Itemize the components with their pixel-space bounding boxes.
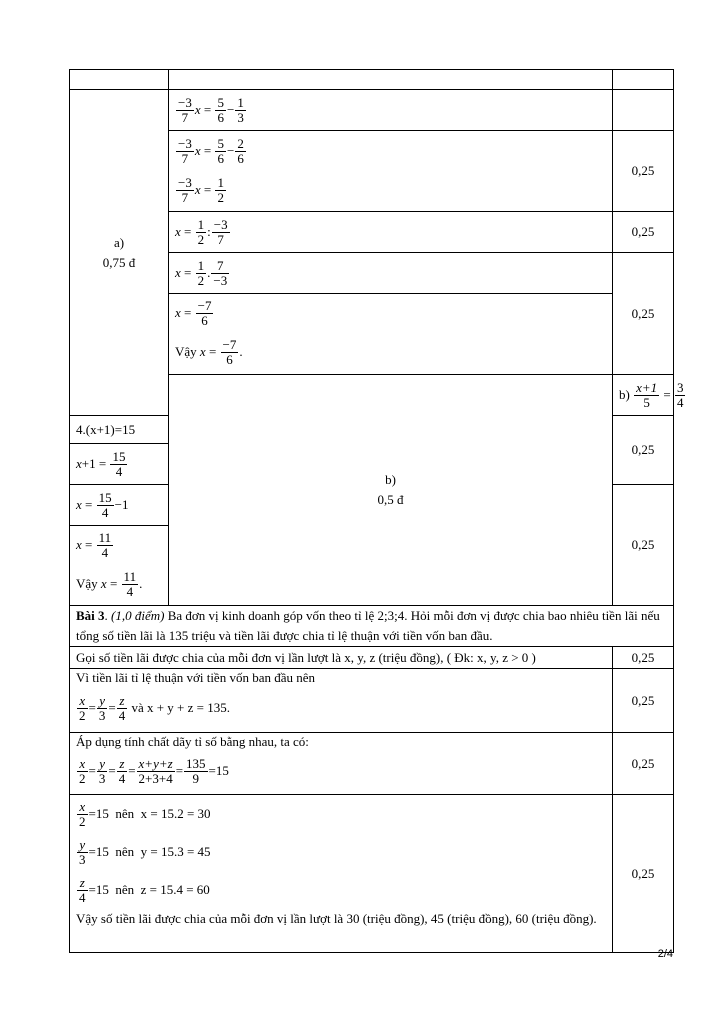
bai3-statement: Bài 3. (1,0 điểm) Ba đơn vị kinh doanh góp vốn theo tỉ lệ 2;3;4. Hỏi mỗi đơn vị được chia bao nhiêu tiền lãi nếu tổng số tiền lãi là 135 triệu và tiền lãi được chia tỉ lệ thuận với tiền vốn ban đầu.: [70, 606, 674, 647]
part-a-label: a): [113, 234, 125, 250]
page-number: 2/4: [657, 948, 673, 960]
part-a-step2-3: −3 7 x = 5 6 − 2 6 −3 7 x = 1 2: [169, 131, 613, 212]
bai3-row1: Gọi số tiền lãi được chia của mỗi đơn vị lần lượt là x, y, z (triệu đồng), ( Đk: x, y, z > 0 ): [70, 647, 613, 669]
part-a-step4: x = 1 2 : −3 7: [169, 212, 613, 253]
part-a-label-cell: [70, 90, 169, 416]
bai3-row4-score: 0,25: [613, 795, 674, 953]
part-a-step1: −3 7 x = 5 6 − 1 3: [169, 90, 613, 131]
part-b-step5: x = 11 4 Vậy x = 11 4 .: [70, 526, 169, 606]
part-b-label: b): [385, 472, 396, 487]
bai3-row3-score: 0,25: [613, 733, 674, 795]
part-a-step6: x = −7 6 Vậy x = −7 6 .: [169, 294, 613, 375]
part-b-step2: 4.(x+1)=15: [70, 416, 169, 444]
part-a-score-3: 0,25: [613, 253, 674, 375]
empty-row: [70, 70, 674, 90]
part-b-score-2: 0,25: [613, 485, 674, 606]
part-b-step4: x = 15 4 −1: [70, 485, 169, 526]
bai3-row2-score: 0,25: [613, 669, 674, 733]
bai3-row4: x 2 =15 nên x = 15.2 = 30 y 3 =15 nên y = 15.3 = 45 z 4 =15 nên z = 15.4 = 60 Vậy số tiền lãi được chia của mỗi đơn vị lần lượt là 30 (triệu đồng), 45 (triệu đồng), 60 (triệu đồng).: [70, 795, 613, 953]
part-a-score-2: 0,25: [613, 212, 674, 253]
part-b-step3: x +1 = 15 4: [70, 444, 169, 485]
bai3-row2: Vì tiền lãi tỉ lệ thuận với tiền vốn ban đầu nên x 2 = y 3 = z 4 và x + y + z = 135.: [70, 669, 613, 733]
part-b-points: 0,5 đ: [377, 492, 404, 507]
part-a-score-1: 0,25: [613, 131, 674, 212]
part-a-step5: x = 1 2 . 7 −3: [169, 253, 613, 294]
answer-table: [69, 69, 684, 953]
part-b-label-cell: [169, 375, 613, 606]
bai3-row1-score: 0,25: [613, 647, 674, 669]
part-b-step1: b) x+1 5 = 3 4: [613, 375, 674, 416]
bai3-row3: Áp dụng tính chất dãy tỉ số bằng nhau, ta có: x 2 = y 3 = z 4 = x+y+z 2+3+4 = 135 9 =15: [70, 733, 613, 795]
part-a-conclusion-prefix: Vậy: [175, 344, 197, 359]
part-b-score-1: 0,25: [613, 416, 674, 485]
part-a-points: 0,75 đ: [102, 254, 136, 270]
